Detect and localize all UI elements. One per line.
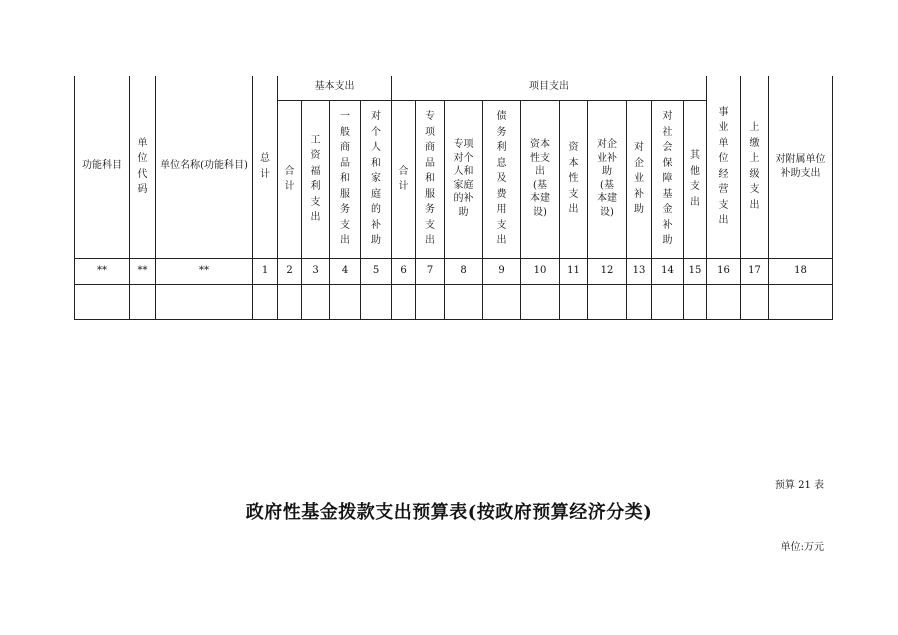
header-basic-wages: 工资福利支出 xyxy=(302,100,330,258)
header-basic-sum: 合计 xyxy=(278,100,302,258)
form-tag: 预算 21 表 xyxy=(774,480,824,491)
header-proj-capital: 资本性支出 xyxy=(560,100,588,258)
header-total: 总计 xyxy=(253,76,278,258)
header-proj-enterprise-build: 对企业补助(基本建设) xyxy=(588,100,627,258)
index-cell: 10 xyxy=(521,258,560,284)
index-cell: 17 xyxy=(741,258,769,284)
index-cell: 16 xyxy=(707,258,741,284)
header-project-group: 项目支出 xyxy=(392,76,707,100)
index-cell: 4 xyxy=(330,258,361,284)
index-cell: 14 xyxy=(652,258,684,284)
header-upper-level: 上缴上级支出 xyxy=(741,76,769,258)
header-func-subject: 功能科目 xyxy=(75,76,130,258)
page-title: 政府性基金拨款支出预算表(按政府预算经济分类) xyxy=(245,502,653,523)
index-cell: 7 xyxy=(416,258,445,284)
index-cell: 3 xyxy=(302,258,330,284)
index-cell: ** xyxy=(75,258,130,284)
index-cell: 13 xyxy=(627,258,652,284)
header-proj-debt: 债务利息及费用支出 xyxy=(483,100,521,258)
index-cell: ** xyxy=(130,258,156,284)
header-proj-personal: 专项对个人和家庭的补助 xyxy=(445,100,483,258)
index-cell: 11 xyxy=(560,258,588,284)
budget-table xyxy=(74,76,833,320)
header-proj-capital-build: 资本性支出(基本建设) xyxy=(521,100,560,258)
header-basic-goods: 一般商品和服务支出 xyxy=(330,100,361,258)
index-cell: 18 xyxy=(769,258,833,284)
header-business-ops: 事业单位经营支出 xyxy=(707,76,741,258)
index-cell: 5 xyxy=(361,258,392,284)
index-cell: 2 xyxy=(278,258,302,284)
header-unit-name: 单位名称(功能科目) xyxy=(156,76,253,258)
index-cell: 8 xyxy=(445,258,483,284)
header-affiliated: 对附属单位补助支出 xyxy=(769,76,833,258)
header-proj-enterprise: 对企业补助 xyxy=(627,100,652,258)
header-proj-other: 其他支出 xyxy=(684,100,707,258)
index-cell: 1 xyxy=(253,258,278,284)
header-basic-group: 基本支出 xyxy=(278,76,392,100)
index-cell: 9 xyxy=(483,258,521,284)
empty-row xyxy=(75,284,833,319)
header-basic-personal: 对个人和家庭的补助 xyxy=(361,100,392,258)
index-cell: 15 xyxy=(684,258,707,284)
header-proj-social: 对社会保障基金补助 xyxy=(652,100,684,258)
index-cell: ** xyxy=(156,258,253,284)
header-proj-sum: 合计 xyxy=(392,100,416,258)
header-unit-code: 单位代码 xyxy=(130,76,156,258)
header-proj-goods: 专项商品和服务支出 xyxy=(416,100,445,258)
unit-label: 单位:万元 xyxy=(780,542,824,553)
index-cell: 12 xyxy=(588,258,627,284)
index-cell: 6 xyxy=(392,258,416,284)
